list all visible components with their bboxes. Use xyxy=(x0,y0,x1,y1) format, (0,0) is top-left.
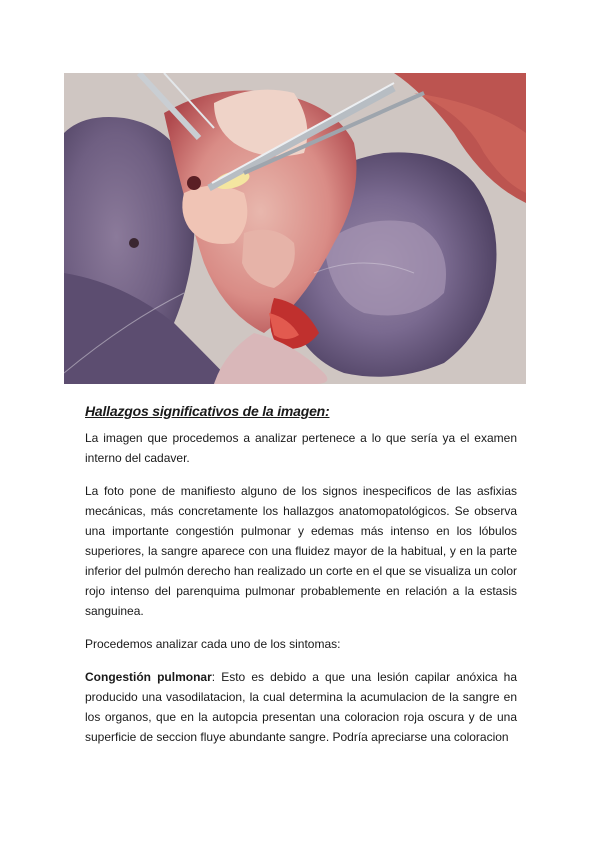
autopsy-photo-illustration xyxy=(64,73,526,384)
autopsy-photo xyxy=(64,73,526,384)
section-heading: Hallazgos significativos de la imagen: xyxy=(85,403,330,419)
document-body xyxy=(85,402,517,760)
paragraph-intro: La imagen que procedemos a analizar pertenece a lo que sería ya el examen interno del cadaver. xyxy=(85,431,517,465)
term-congestion-text: : Esto es debido a que una lesión capilar anóxica ha producido una vasodilatacion, la cual determina la acumulacion de la sangre en los organos, que en la autopcia presentan una coloracion roja oscura y de una superficie de seccion fluye abundante sangre. Podría apreciarse una coloracion xyxy=(85,670,518,744)
paragraph-congestion xyxy=(85,667,517,747)
paragraph-findings: La foto pone de manifiesto alguno de los signos inespecificos de las asfixias mecánicas, más concretamente los hallazgos anatomopatológicos. Se observa una importante congestión pulmonar y edemas más intenso en los lóbulos superiores, la sangre aparece con una fluidez mayor de la habitual, y en la parte inferior del pulmón derecho han realizado un corte en el que se visualiza un color rojo intenso del parenquima pulmonar probablemente en relación a la estasis sanguinea. xyxy=(85,484,517,618)
paragraph-analysis-intro: Procedemos analizar cada uno de los sintomas: xyxy=(85,637,341,651)
term-congestion: Congestión pulmonar xyxy=(85,670,212,684)
